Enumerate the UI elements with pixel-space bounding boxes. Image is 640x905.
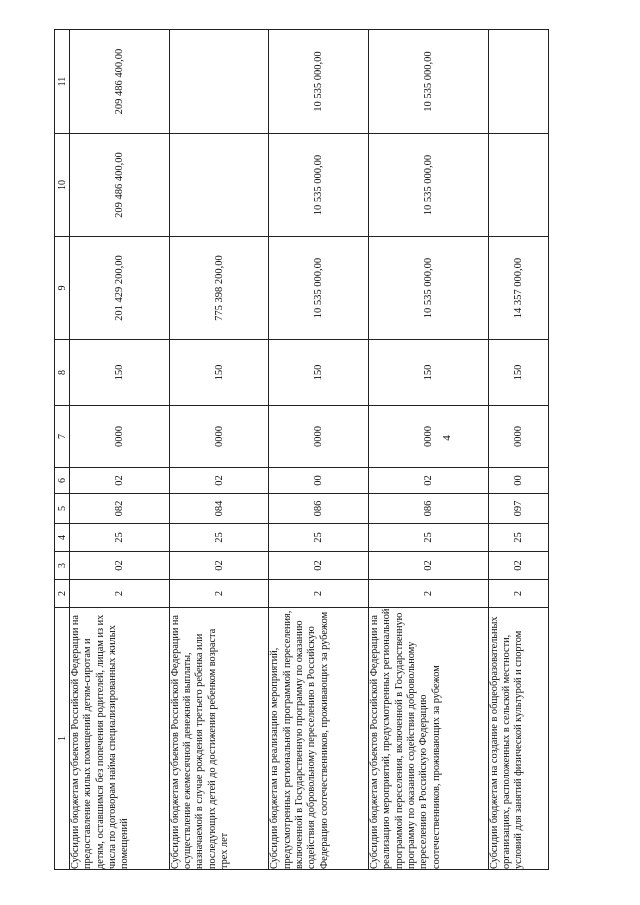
amount-cell: 209 486 400,00: [70, 134, 170, 237]
amount-cell: 10 535 000,00: [369, 134, 488, 237]
row-name: Субсидии бюджетам субъектов Российской Федерации на осуществление ежемесячной денежной выплаты, назначаемой в случае рождения третьего ребенка или последующих детей до достижения ребенком возраста трех лет: [169, 608, 269, 870]
code-cell: 0000: [488, 406, 549, 468]
header-cell: 2: [55, 580, 70, 608]
table-row: [169, 30, 269, 870]
page-number: 4: [441, 435, 453, 441]
code-cell: 25: [70, 524, 170, 552]
code-cell: 0000: [369, 406, 488, 468]
row-name: Субсидии бюджетам субъектов Российской Федерации на реализацию мероприятий, предусмотренных региональной программой переселения, включенной в Государственную программу по оказанию содействия добровольному переселению в Российскую Федерацию соотечественников, проживающих за рубежом: [369, 608, 488, 870]
amount-cell: 775 398 200,00: [169, 237, 269, 340]
amount-cell: 10 535 000,00: [269, 237, 369, 340]
code-cell: 150: [269, 340, 369, 406]
code-cell: 086: [369, 494, 488, 524]
code-cell: 097: [488, 494, 549, 524]
code-cell: 00: [488, 468, 549, 494]
header-cell: 4: [55, 524, 70, 552]
code-cell: 25: [169, 524, 269, 552]
amount-cell: 10 535 000,00: [369, 30, 488, 134]
header-row: [55, 30, 70, 870]
row-name: Субсидии бюджетам субъектов Российской Федерации на предоставление жилых помещений детям-сиротам и детям, оставшимся без попечения родителей, лицам из их числа по договорам найма специализированных жилых помещений: [70, 608, 170, 870]
amount-cell: [488, 134, 549, 237]
code-cell: 150: [169, 340, 269, 406]
code-cell: 0000: [169, 406, 269, 468]
table-row: [269, 30, 369, 870]
amount-cell: 10 535 000,00: [369, 237, 488, 340]
header-cell: 5: [55, 494, 70, 524]
code-cell: 150: [70, 340, 170, 406]
budget-table: [54, 29, 549, 870]
table-row: [488, 30, 549, 870]
amount-cell: [488, 30, 549, 134]
header-cell: 11: [55, 30, 70, 134]
code-cell: 02: [169, 468, 269, 494]
code-cell: 150: [488, 340, 549, 406]
code-cell: 2: [269, 580, 369, 608]
code-cell: 02: [488, 552, 549, 580]
code-cell: 02: [369, 552, 488, 580]
amount-cell: 14 357 000,00: [488, 237, 549, 340]
header-cell: 1: [55, 608, 70, 870]
header-cell: 10: [55, 134, 70, 237]
table-row: [369, 30, 488, 870]
code-cell: 25: [369, 524, 488, 552]
code-cell: 02: [369, 468, 488, 494]
code-cell: 00: [269, 468, 369, 494]
header-cell: 9: [55, 237, 70, 340]
code-cell: 02: [269, 552, 369, 580]
code-cell: 25: [488, 524, 549, 552]
code-cell: 2: [70, 580, 170, 608]
amount-cell: 201 429 200,00: [70, 237, 170, 340]
amount-cell: [169, 134, 269, 237]
code-cell: 084: [169, 494, 269, 524]
amount-cell: 209 486 400,00: [70, 30, 170, 134]
header-cell: 6: [55, 468, 70, 494]
code-cell: 25: [269, 524, 369, 552]
header-cell: 3: [55, 552, 70, 580]
code-cell: 02: [70, 468, 170, 494]
amount-cell: 10 535 000,00: [269, 30, 369, 134]
code-cell: 150: [369, 340, 488, 406]
row-name: Субсидии бюджетам на реализацию мероприятий, предусмотренных региональной программой переселения, включенной в Государственную программу по оказанию содействия добровольному переселению в Российскую Федерацию соотечественников, проживающих за рубежом: [269, 608, 369, 870]
code-cell: 02: [169, 552, 269, 580]
budget-table-rotated: [54, 30, 549, 870]
code-cell: 2: [169, 580, 269, 608]
row-name: Субсидии бюджетам на создание в общеобразовательных организациях, расположенных в сельской местности, условий для занятий физической культурой и спортом: [488, 608, 549, 870]
code-cell: 2: [369, 580, 488, 608]
code-cell: 2: [488, 580, 549, 608]
code-cell: 0000: [269, 406, 369, 468]
header-cell: 8: [55, 340, 70, 406]
code-cell: 02: [70, 552, 170, 580]
amount-cell: [169, 30, 269, 134]
code-cell: 0000: [70, 406, 170, 468]
code-cell: 082: [70, 494, 170, 524]
table-row: [70, 30, 170, 870]
amount-cell: 10 535 000,00: [269, 134, 369, 237]
header-cell: 7: [55, 406, 70, 468]
code-cell: 086: [269, 494, 369, 524]
